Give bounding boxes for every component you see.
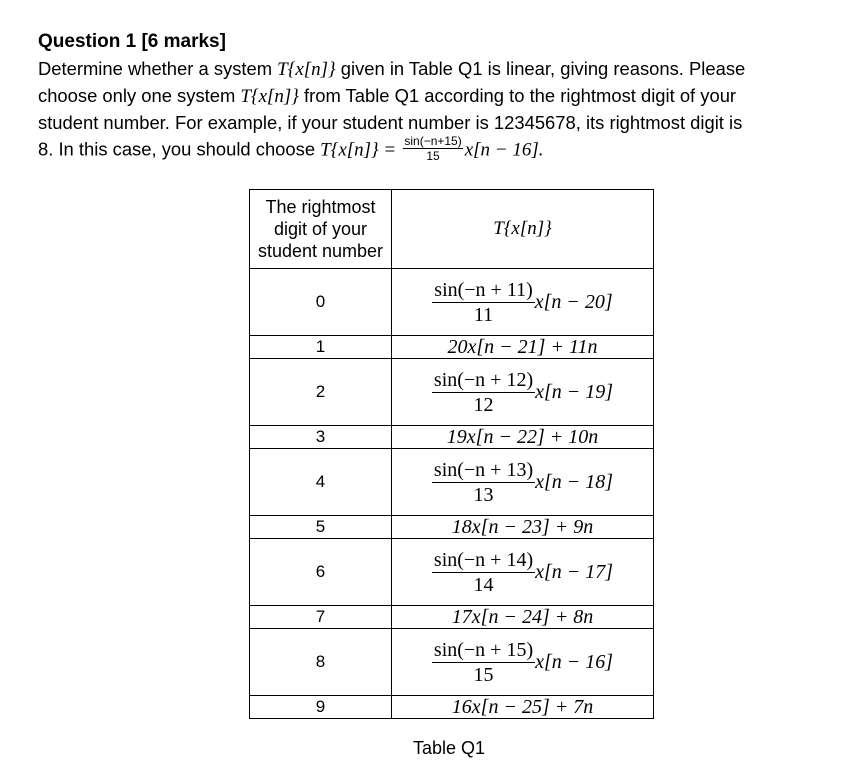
system-fraction <box>432 458 535 507</box>
fraction-denominator: 14 <box>473 573 494 596</box>
table-row <box>250 629 654 696</box>
digit-cell: 7 <box>250 606 392 629</box>
fraction-numerator: sin(−n + 15) <box>433 638 534 661</box>
fraction-numerator: sin(−n + 13) <box>433 458 534 481</box>
system-fraction <box>432 278 534 327</box>
example-fraction-numerator: sin(−n+15) <box>404 134 462 148</box>
fraction-denominator: 12 <box>473 393 494 416</box>
system-fraction <box>432 638 535 687</box>
question-line-2-text: choose only one system <box>38 85 241 106</box>
fraction-tail: x[n − 18] <box>535 470 614 493</box>
table-caption: Table Q1 <box>413 738 486 758</box>
table-row <box>250 426 654 449</box>
system-cell <box>392 606 654 629</box>
question-line-1-tail: given in Table Q1 is linear, giving reasons. Please <box>335 58 746 79</box>
digit-cell: 6 <box>250 539 392 606</box>
table-row <box>250 336 654 359</box>
example-fraction-denominator: 15 <box>426 149 440 163</box>
system-fraction <box>432 548 535 597</box>
question-line-3: student number. For example, if your student number is 12345678, its rightmost digit is <box>38 112 743 133</box>
system-notation: T{x[n]} <box>240 86 299 107</box>
table-row <box>250 269 654 336</box>
system-notation: T{x[n]} <box>277 59 336 80</box>
fraction-numerator: sin(−n + 12) <box>433 368 534 391</box>
table-row <box>250 359 654 426</box>
system-cell <box>392 539 654 606</box>
system-cell <box>392 426 654 449</box>
digit-cell: 9 <box>250 696 392 719</box>
question-line-1-text: Determine whether a system <box>38 58 278 79</box>
digit-cell: 1 <box>250 336 392 359</box>
table-q1 <box>249 189 654 719</box>
digit-cell: 5 <box>250 516 392 539</box>
fraction-denominator: 11 <box>473 303 494 326</box>
system-cell <box>392 336 654 359</box>
fraction-denominator: 13 <box>473 483 494 506</box>
fraction-tail: x[n − 19] <box>535 380 614 403</box>
system-cell <box>392 516 654 539</box>
question-line-4-text: 8. In this case, you should choose <box>38 138 321 160</box>
fraction-tail: x[n − 16] <box>535 650 614 673</box>
system-expression: 17x[n − 24] + 8n <box>451 606 594 628</box>
system-fraction <box>432 368 535 417</box>
question-line-4 <box>38 136 838 165</box>
system-cell <box>392 629 654 696</box>
table-body <box>250 269 654 719</box>
header-rightmost-digit: The rightmost digit of your student number <box>250 190 392 269</box>
question-line-1 <box>38 56 838 83</box>
fraction-tail: x[n − 17] <box>535 560 614 583</box>
example-fraction <box>403 134 462 163</box>
system-expression: 20x[n − 21] + 11n <box>447 336 598 358</box>
table-row <box>250 696 654 719</box>
digit-cell: 3 <box>250 426 392 449</box>
table-row <box>250 449 654 516</box>
system-cell <box>392 696 654 719</box>
example-system-lhs: T{x[n]} = <box>320 139 397 161</box>
system-expression: 16x[n − 25] + 7n <box>451 696 594 718</box>
fraction-numerator: sin(−n + 14) <box>433 548 534 571</box>
digit-cell: 4 <box>250 449 392 516</box>
fraction-numerator: sin(−n + 11) <box>434 278 533 301</box>
system-cell <box>392 359 654 426</box>
example-system-tail: x[n − 16]. <box>464 139 544 161</box>
question-block <box>38 30 838 165</box>
header-system: T{x[n]} <box>392 190 654 269</box>
system-cell <box>392 449 654 516</box>
question-line-2 <box>38 83 838 110</box>
system-cell <box>392 269 654 336</box>
digit-cell: 2 <box>250 359 392 426</box>
digit-cell: 0 <box>250 269 392 336</box>
table-header-row <box>250 190 654 269</box>
fraction-denominator: 15 <box>473 663 494 686</box>
question-title: Question 1 [6 marks] <box>38 31 226 52</box>
digit-cell: 8 <box>250 629 392 696</box>
table-row <box>250 606 654 629</box>
system-expression: 18x[n − 23] + 9n <box>451 516 594 538</box>
system-expression: 19x[n − 22] + 10n <box>446 426 599 448</box>
fraction-tail: x[n − 20] <box>534 290 613 313</box>
table-row <box>250 516 654 539</box>
table-row <box>250 539 654 606</box>
question-line-2-tail: from Table Q1 according to the rightmost digit of your <box>298 85 737 106</box>
